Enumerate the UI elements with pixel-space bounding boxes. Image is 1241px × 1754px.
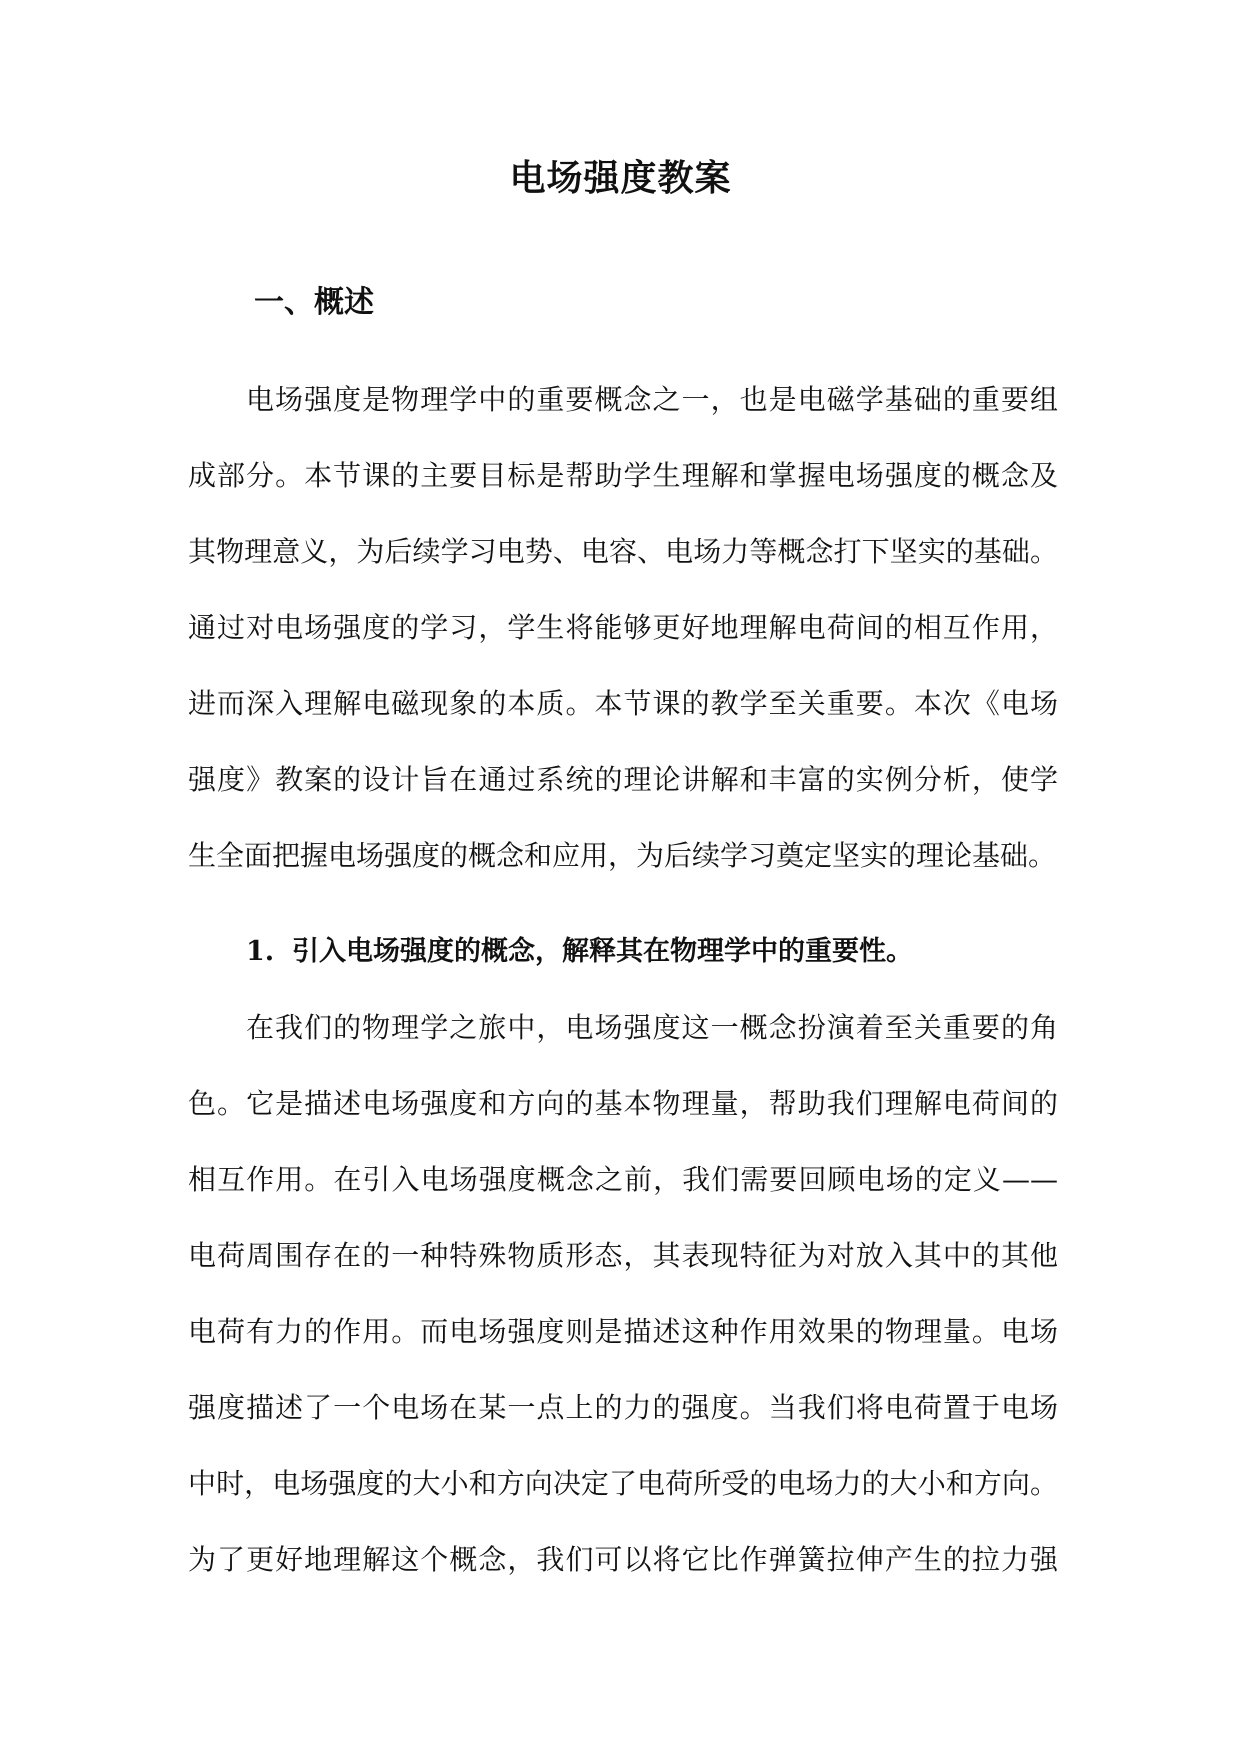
paragraph-line: 强度》教案的设计旨在通过系统的理论讲解和丰富的实例分析，使学 <box>188 763 1058 796</box>
paragraph-line: 中时，电场强度的大小和方向决定了电荷所受的电场力的大小和方向。 <box>188 1467 1058 1500</box>
overview-paragraph <box>188 362 1058 894</box>
section-heading-overview: 一、概述 <box>254 285 374 320</box>
subsection-heading-text: 引入电场强度的概念，解释其在物理学中的重要性。 <box>292 936 913 967</box>
paragraph-line: 其物理意义，为后续学习电势、电容、电场力等概念打下坚实的基础。 <box>188 535 1058 568</box>
paragraph-line: 进而深入理解电磁现象的本质。本节课的教学至关重要。本次《电场 <box>188 687 1058 720</box>
paragraph-line: 生全面把握电场强度的概念和应用，为后续学习奠定坚实的理论基础。 <box>188 839 1057 872</box>
paragraph-line: 为了更好地理解这个概念，我们可以将它比作弹簧拉伸产生的拉力强 <box>188 1543 1058 1576</box>
paragraph-line: 强度描述了一个电场在某一点上的力的强度。当我们将电荷置于电场 <box>188 1391 1058 1424</box>
concept-paragraph <box>188 990 1058 1598</box>
paragraph-line: 通过对电场强度的学习，学生将能够更好地理解电荷间的相互作用， <box>188 611 1058 644</box>
paragraph-line: 电荷周围存在的一种特殊物质形态，其表现特征为对放入其中的其他 <box>188 1239 1058 1272</box>
paragraph-line: 成部分。本节课的主要目标是帮助学生理解和掌握电场强度的概念及 <box>188 459 1058 492</box>
paragraph-line: 电场强度是物理学中的重要概念之一，也是电磁学基础的重要组 <box>246 383 1058 416</box>
paragraph-line: 色。它是描述电场强度和方向的基本物理量，帮助我们理解电荷间的 <box>188 1087 1058 1120</box>
paragraph-line: 在我们的物理学之旅中，电场强度这一概念扮演着至关重要的角 <box>246 1011 1058 1044</box>
subsection-number: 1. <box>246 936 275 967</box>
document-title: 电场强度教案 <box>509 157 732 199</box>
subsection-heading-1 <box>246 930 913 974</box>
paragraph-line: 相互作用。在引入电场强度概念之前，我们需要回顾电场的定义—— <box>188 1163 1058 1196</box>
paragraph-line: 电荷有力的作用。而电场强度则是描述这种作用效果的物理量。电场 <box>188 1315 1058 1348</box>
